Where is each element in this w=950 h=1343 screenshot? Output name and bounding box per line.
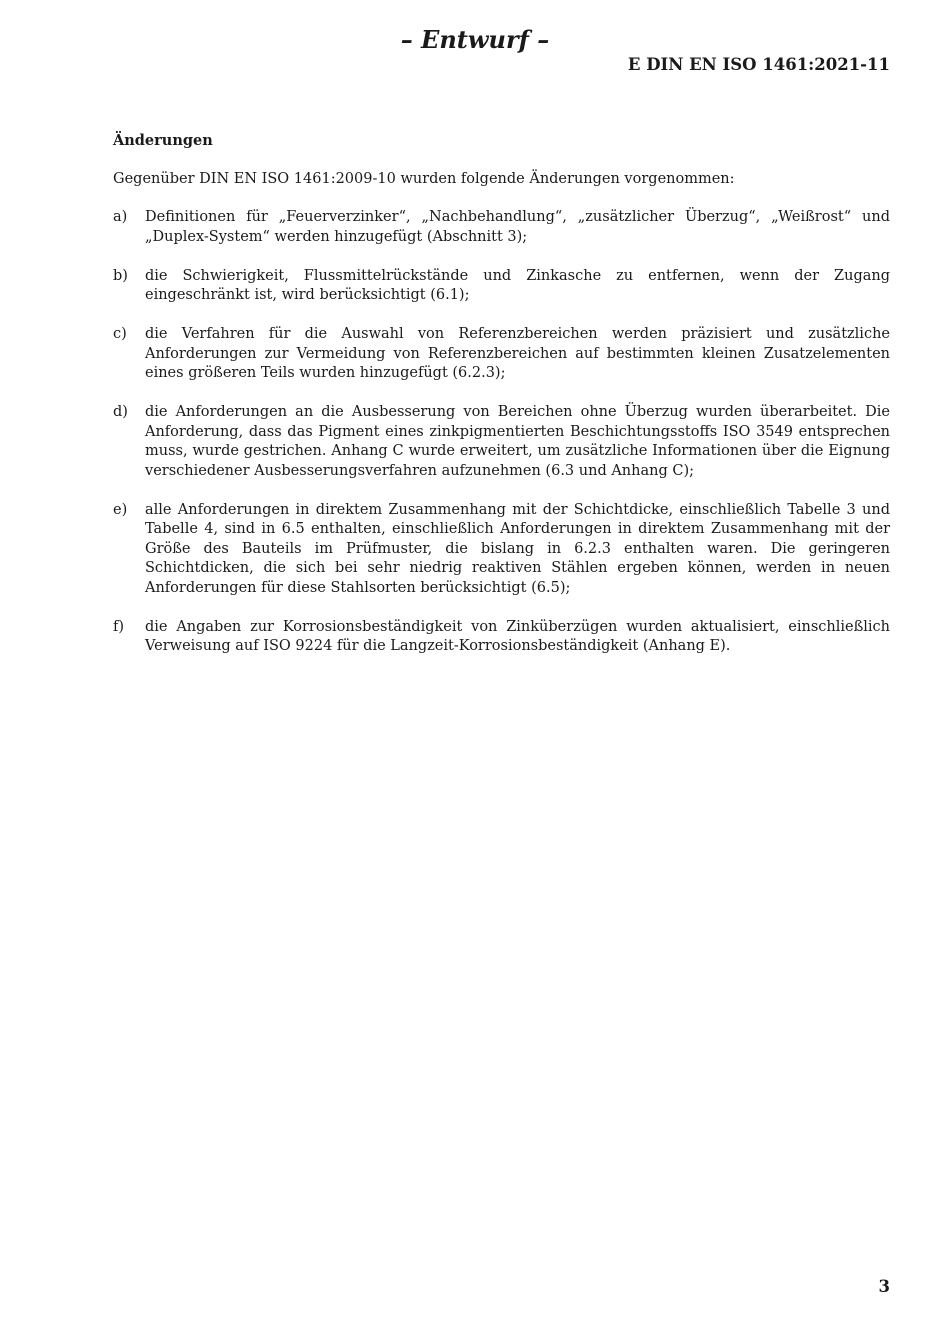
list-item-text: alle Anforderungen in direktem Zusammenhang mit der Schichtdicke, einschließlich Tabelle 3 und Tabelle 4, sind in 6.5 enthalten, einschließlich Anforderungen in direktem Zusammenhang mit der Größe des Bauteils im Prüfmuster, die bislang in 6.2.3 enthalten waren. Die geringeren Schichtdicken, die sich bei sehr niedrig reaktiven Stählen ergeben können, werden in neuen Anforderungen für diese Stahlsorten berücksichtigt (6.5); — [145, 501, 890, 596]
draft-watermark-title: – Entwurf – — [400, 25, 550, 54]
list-item-b — [113, 267, 890, 306]
list-item-c — [113, 325, 890, 384]
document-body — [113, 131, 890, 676]
list-marker: b) — [113, 267, 128, 284]
list-marker: e) — [113, 501, 128, 518]
list-item-text: die Angaben zur Korrosionsbeständigkeit von Zinküberzügen wurden aktualisiert, einschließlich Verweisung auf ISO 9224 für die Langzeit-Korrosionsbeständigkeit (Anhang E). — [145, 618, 890, 654]
list-marker: f) — [113, 618, 125, 635]
list-item-e — [113, 501, 890, 599]
list-item-d — [113, 403, 890, 481]
list-item-text: die Verfahren für die Auswahl von Referenzbereichen werden präzisiert und zusätzliche Anforderungen zur Vermeidung von Referenzbereichen auf bestimmten kleinen Zusatzelementen eines größeren Teils wurden hinzugefügt (6.2.3); — [145, 326, 890, 381]
page-number: 3 — [878, 1277, 890, 1296]
list-item-f — [113, 618, 890, 657]
list-item-text: die Anforderungen an die Ausbesserung von Bereichen ohne Überzug wurden überarbeitet. Die Anforderung, dass das Pigment eines zinkpigmentierten Beschichtungsstoffs ISO 3549 entsprechen muss, wurde gestrichen. Anhang C wurde erweitert, um zusätzliche Informationen über die Eignung verschiedener Ausbesserungsverfahren aufzunehmen (6.3 und Anhang C); — [145, 404, 890, 479]
changes-list — [113, 208, 890, 657]
list-item-text: die Schwierigkeit, Flussmittelrückstände und Zinkasche zu entfernen, wenn der Zugang eingeschränkt ist, wird berücksichtigt (6.1); — [145, 267, 890, 303]
document-identifier: E DIN EN ISO 1461:2021-11 — [627, 55, 890, 74]
list-item-text: Definitionen für „Feuerverzinker“, „Nachbehandlung“, „zusätzlicher Überzug“, „Weißrost“ und „Duplex-System“ werden hinzugefügt (Abschnitt 3); — [145, 209, 890, 245]
list-marker: c) — [113, 326, 127, 342]
intro-paragraph: Gegenüber DIN EN ISO 1461:2009-10 wurden folgende Änderungen vorgenommen: — [113, 170, 735, 187]
list-item-a — [113, 208, 890, 247]
section-heading: Änderungen — [113, 132, 213, 149]
list-marker: a) — [113, 209, 128, 225]
list-marker: d) — [113, 404, 128, 420]
